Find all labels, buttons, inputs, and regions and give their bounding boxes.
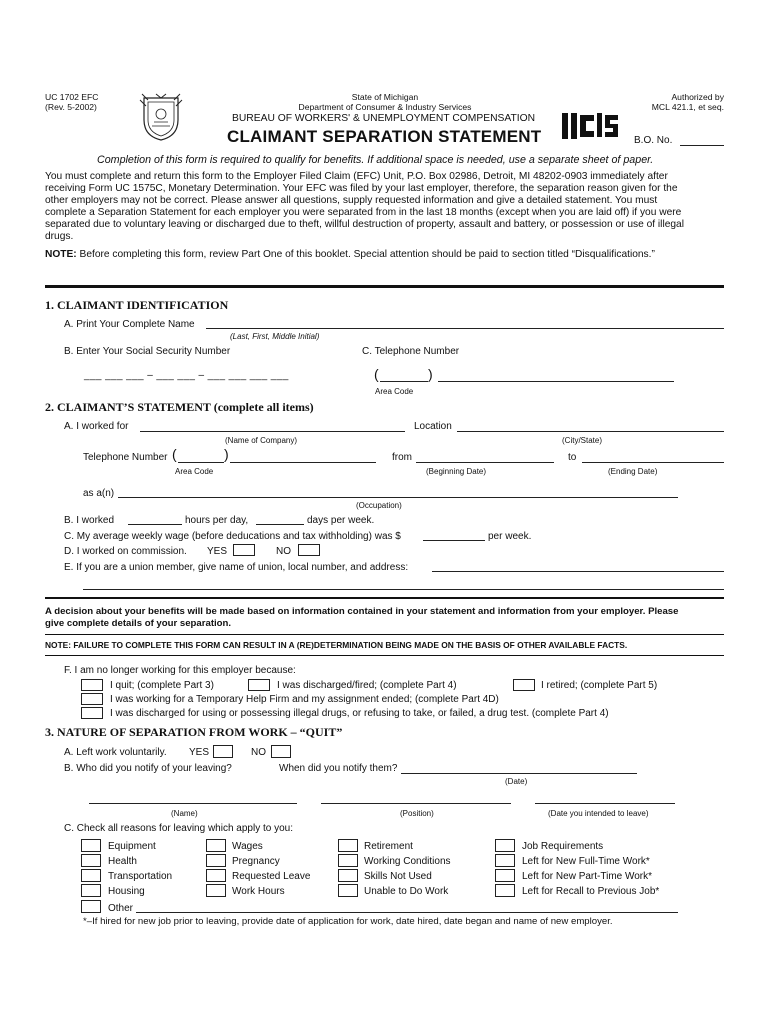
retired-checkbox[interactable] bbox=[513, 679, 535, 691]
notified-position-field[interactable] bbox=[321, 803, 511, 804]
reason-skills-not-used-checkbox[interactable] bbox=[338, 869, 358, 882]
bo-no-label: B.O. No. bbox=[634, 135, 673, 146]
left-voluntarily-label: A. Left work voluntarily. bbox=[64, 747, 167, 758]
phone-area-paren: ) bbox=[428, 366, 433, 382]
section-2-title: 2. CLAIMANT’S STATEMENT (complete all items) bbox=[45, 400, 314, 414]
left-yes-label: YES bbox=[189, 747, 210, 758]
bo-no-field[interactable] bbox=[680, 145, 724, 146]
reason-part-time-label: Left for New Part-Time Work* bbox=[522, 871, 653, 882]
form-revision: (Rev. 5-2002) bbox=[45, 102, 97, 112]
reason-recall-checkbox[interactable] bbox=[495, 884, 515, 897]
left-yes-checkbox[interactable] bbox=[213, 745, 233, 758]
form-id: UC 1702 EFC bbox=[45, 92, 99, 102]
reason-wages-checkbox[interactable] bbox=[206, 839, 226, 852]
fired-label: I was discharged/fired; (complete Part 4) bbox=[277, 680, 457, 691]
temp-help-label: I was working for a Temporary Help Firm and my assignment ended; (complete Part 4D) bbox=[110, 694, 499, 705]
reason-health-label: Health bbox=[108, 856, 137, 867]
employer-area-paren: ( bbox=[172, 446, 177, 462]
wage-label: C. My average weekly wage (before deducations and tax withholding) was $ bbox=[64, 531, 401, 542]
intro-line: drugs. bbox=[45, 231, 74, 242]
ending-date-field[interactable] bbox=[582, 462, 724, 463]
employer-area-field[interactable] bbox=[178, 462, 224, 463]
reason-job-requirements-checkbox[interactable] bbox=[495, 839, 515, 852]
retired-label: I retired; (complete Part 5) bbox=[541, 680, 658, 691]
name-field[interactable] bbox=[206, 328, 724, 329]
form-title: CLAIMANT SEPARATION STATEMENT bbox=[227, 127, 542, 146]
decision-line-2: give complete details of your separation. bbox=[45, 618, 232, 629]
phone-area-paren: ( bbox=[374, 366, 379, 382]
worked-for-label: A. I worked for bbox=[64, 421, 129, 432]
reason-transportation-label: Transportation bbox=[108, 871, 173, 882]
reason-health-checkbox[interactable] bbox=[81, 854, 101, 867]
per-week-label: per week. bbox=[488, 531, 532, 542]
note-label: NOTE: bbox=[45, 249, 77, 260]
note-text: Before completing this form, review Part One of this booklet. Special attention should be paid to section titled “Disqualifications.” bbox=[79, 249, 655, 260]
phone-label: C. Telephone Number bbox=[362, 346, 460, 357]
ssn-field[interactable]: ___ ___ ___ – ___ ___ – ___ ___ ___ ___ bbox=[84, 370, 289, 381]
reason-unable-to-work-checkbox[interactable] bbox=[338, 884, 358, 897]
intended-leave-date-field[interactable] bbox=[535, 803, 675, 804]
reason-full-time-label: Left for New Full-Time Work* bbox=[522, 856, 650, 867]
intro-line: other employers may not be correct. Please answer all questions, supply requested information and give a detailed statement. You must bbox=[45, 195, 658, 206]
cis-logo bbox=[562, 111, 620, 141]
notified-name-field[interactable] bbox=[89, 803, 297, 804]
reason-recall-label: Left for Recall to Previous Job* bbox=[522, 886, 660, 897]
reason-working-conditions-checkbox[interactable] bbox=[338, 854, 358, 867]
reason-wages-label: Wages bbox=[232, 841, 263, 852]
reason-other-field[interactable] bbox=[136, 912, 678, 913]
department-name: Department of Consumer & Industry Services bbox=[298, 102, 472, 112]
left-no-checkbox[interactable] bbox=[271, 745, 291, 758]
name-caption: (Name) bbox=[171, 809, 198, 818]
reason-part-time-checkbox[interactable] bbox=[495, 869, 515, 882]
intended-date-caption: (Date you intended to leave) bbox=[548, 809, 649, 818]
commission-yes-label: YES bbox=[207, 546, 228, 557]
reasons-label: C. Check all reasons for leaving which apply to you: bbox=[64, 823, 294, 834]
commission-label: D. I worked on commission. bbox=[64, 546, 187, 557]
section-1-title: 1. CLAIMANT IDENTIFICATION bbox=[45, 298, 229, 312]
authorized-by: Authorized by bbox=[671, 92, 724, 102]
drug-discharge-label: I was discharged for using or possessing illegal drugs, or refusing to take, or failed, a drug test. (complete Part 4) bbox=[110, 708, 609, 719]
decision-line-1: A decision about your benefits will be made based on information contained in your statement and information from your employer. Please bbox=[45, 606, 679, 617]
quit-label: I quit; (complete Part 3) bbox=[110, 680, 214, 691]
name-caption: (Last, First, Middle Initial) bbox=[230, 332, 320, 341]
location-label: Location bbox=[414, 421, 452, 432]
reason-equipment-checkbox[interactable] bbox=[81, 839, 101, 852]
commission-no-checkbox[interactable] bbox=[298, 544, 320, 556]
commission-yes-checkbox[interactable] bbox=[233, 544, 255, 556]
from-label: from bbox=[392, 452, 412, 463]
intro-line: You must complete and return this form to the Employer Filed Claim (EFC) Unit, P.O. Box 02986, Detroit, MI 48202-0903 immediately after bbox=[45, 171, 668, 182]
to-label: to bbox=[568, 452, 577, 463]
reason-full-time-checkbox[interactable] bbox=[495, 854, 515, 867]
reason-job-requirements-label: Job Requirements bbox=[522, 841, 604, 852]
days-per-week-field[interactable] bbox=[256, 524, 304, 525]
location-field[interactable] bbox=[457, 431, 724, 432]
failure-note: NOTE: FAILURE TO COMPLETE THIS FORM CAN RESULT IN A (RE)DETERMINATION BEING MADE ON THE BASIS OF OTHER AVAILABLE FACTS. bbox=[45, 640, 628, 650]
position-caption: (Position) bbox=[400, 809, 434, 818]
hours-per-day-label: hours per day, bbox=[185, 515, 249, 526]
weekly-wage-field[interactable] bbox=[423, 540, 485, 541]
employer-phone-field[interactable] bbox=[230, 462, 376, 463]
michigan-seal-icon bbox=[138, 92, 184, 142]
ssn-label: B. Enter Your Social Security Number bbox=[64, 346, 231, 357]
footnote: *–If hired for new job prior to leaving, provide date of application for work, date hired, date began and name of new employer. bbox=[83, 916, 613, 927]
reason-other-label: Other bbox=[108, 903, 134, 914]
occupation-label: as a(n) bbox=[83, 488, 115, 499]
reason-housing-checkbox[interactable] bbox=[81, 884, 101, 897]
employer-phone-label: Telephone Number bbox=[83, 452, 168, 463]
reason-requested-leave-checkbox[interactable] bbox=[206, 869, 226, 882]
days-per-week-label: days per week. bbox=[307, 515, 375, 526]
beginning-date-caption: (Beginning Date) bbox=[426, 467, 487, 476]
reason-transportation-checkbox[interactable] bbox=[81, 869, 101, 882]
reason-other-checkbox[interactable] bbox=[81, 900, 101, 913]
reason-requested-leave-label: Requested Leave bbox=[232, 871, 311, 882]
reason-skills-not-used-label: Skills Not Used bbox=[364, 871, 432, 882]
reason-unable-to-work-label: Unable to Do Work bbox=[364, 886, 449, 897]
employer-area-paren: ) bbox=[224, 446, 229, 462]
section-3-title: 3. NATURE OF SEPARATION FROM WORK – “QUIT” bbox=[45, 725, 343, 739]
bureau-name: BUREAU OF WORKERS' & UNEMPLOYMENT COMPENSATION bbox=[232, 113, 536, 124]
employer-area-caption: Area Code bbox=[175, 467, 214, 476]
notify-when-label: When did you notify them? bbox=[279, 763, 398, 774]
commission-no-label: NO bbox=[276, 546, 291, 557]
ending-date-caption: (Ending Date) bbox=[608, 467, 658, 476]
company-field[interactable] bbox=[140, 431, 405, 432]
left-no-label: NO bbox=[251, 747, 266, 758]
notify-who-label: B. Who did you notify of your leaving? bbox=[64, 763, 232, 774]
union-field-line-2[interactable] bbox=[83, 589, 724, 590]
reason-retirement-checkbox[interactable] bbox=[338, 839, 358, 852]
intro-line: complete a Separation Statement for each employer you were separated from in the last 18 months (except when you are laid off) if you were bbox=[45, 207, 682, 218]
drug-discharge-checkbox[interactable] bbox=[81, 707, 103, 719]
quit-checkbox[interactable] bbox=[81, 679, 103, 691]
area-code-caption: Area Code bbox=[375, 387, 414, 396]
worked-label: B. I worked bbox=[64, 515, 115, 526]
fired-checkbox[interactable] bbox=[248, 679, 270, 691]
name-label: A. Print Your Complete Name bbox=[64, 319, 195, 330]
company-caption: (Name of Company) bbox=[225, 436, 298, 445]
notify-date-field[interactable] bbox=[401, 773, 637, 774]
mcl-reference: MCL 421.1, et seq. bbox=[651, 102, 724, 112]
union-label: E. If you are a union member, give name of union, local number, and address: bbox=[64, 562, 409, 573]
reason-work-hours-checkbox[interactable] bbox=[206, 884, 226, 897]
intro-line: separated due to voluntary leaving or discharged due to theft, willful destruction of property, assault and battery, or possession or use of illegal bbox=[45, 219, 684, 230]
reason-equipment-label: Equipment bbox=[108, 841, 156, 852]
divider bbox=[45, 655, 724, 656]
hours-per-day-field[interactable] bbox=[128, 524, 182, 525]
intro-line: receiving Form UC 1575C, Monetary Determination. Your EFC was filed by your last employer, therefore, the separation reason given for the bbox=[45, 183, 678, 194]
intro-italic-note: Completion of this form is required to qualify for benefits. If additional space is needed, use a separate sheet of paper. bbox=[97, 154, 654, 166]
thick-divider bbox=[45, 597, 724, 599]
divider bbox=[45, 634, 724, 635]
state-name: State of Michigan bbox=[351, 92, 419, 102]
intro-note bbox=[45, 249, 655, 260]
reason-pregnancy-checkbox[interactable] bbox=[206, 854, 226, 867]
reason-retirement-label: Retirement bbox=[364, 841, 413, 852]
reason-working-conditions-label: Working Conditions bbox=[364, 856, 451, 867]
reason-pregnancy-label: Pregnancy bbox=[232, 856, 280, 867]
phone-area-field[interactable] bbox=[380, 381, 428, 382]
phone-number-field[interactable] bbox=[438, 381, 674, 382]
reason-work-hours-label: Work Hours bbox=[232, 886, 285, 897]
beginning-date-field[interactable] bbox=[416, 462, 554, 463]
occupation-caption: (Occupation) bbox=[356, 501, 402, 510]
reason-housing-label: Housing bbox=[108, 886, 145, 897]
temp-help-checkbox[interactable] bbox=[81, 693, 103, 705]
union-field[interactable] bbox=[432, 571, 724, 572]
no-longer-working-label: F. I am no longer working for this employer because: bbox=[64, 665, 296, 676]
notify-date-caption: (Date) bbox=[505, 777, 528, 786]
thick-divider bbox=[45, 285, 724, 288]
city-state-caption: (City/State) bbox=[562, 436, 603, 445]
occupation-field[interactable] bbox=[118, 497, 678, 498]
